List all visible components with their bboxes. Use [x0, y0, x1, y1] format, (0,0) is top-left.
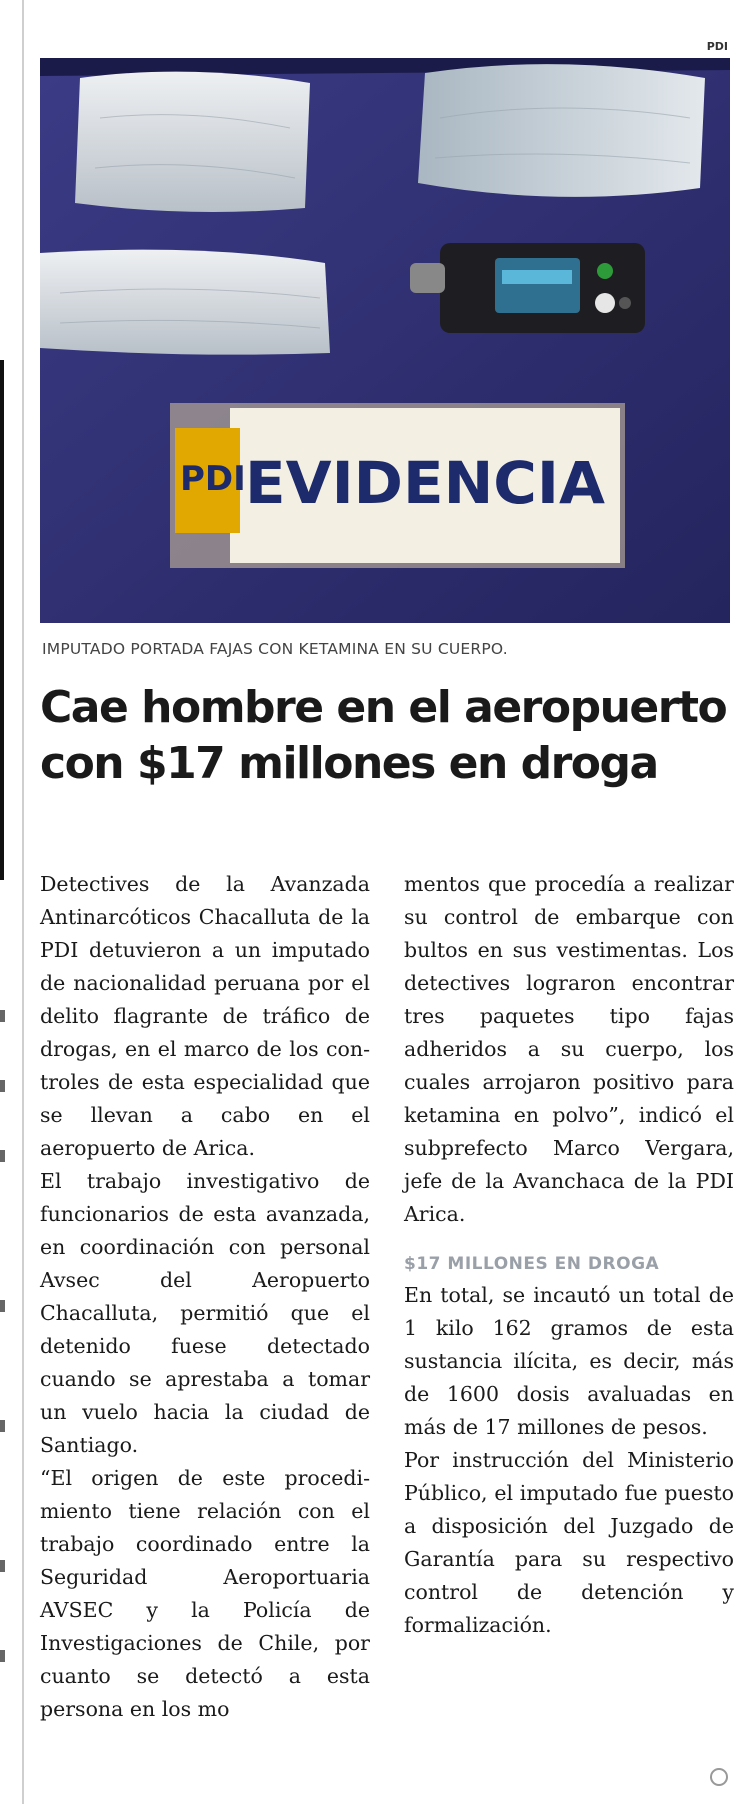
sign-evidencia-text: EVIDENCIA — [245, 449, 606, 517]
detector-device — [410, 243, 645, 333]
packet-1 — [75, 72, 310, 212]
section-subhead: $17 MILLONES EN DROGA — [404, 1254, 660, 1274]
article-column-2 — [404, 868, 734, 1642]
paragraph: En total, se incautó un total de 1 kilo 162 gramos de esta sustancia ilícita, es decir, más de 1600 dosis avaluadas en más de 17 millones de pesos. — [404, 1283, 734, 1439]
paragraph: mentos que procedía a realizar su control de embarque con bultos en sus vestimentas. Los detectives lograron encontrar tres paquetes tipo fajas adheridos a su cuerpo, los cuales arrojaron positivo para ketamina en polvo”, indicó el subprefecto Marco Vergara, jefe de la Avanchaca de la PDI Arica. — [404, 872, 734, 1226]
photo-credit: PDI — [706, 40, 728, 53]
packet-3 — [40, 250, 330, 355]
evidence-photo-illustration — [40, 58, 730, 623]
article-column-1 — [40, 868, 370, 1726]
headline-line-2: con $17 millones en droga — [40, 738, 658, 789]
end-of-article-icon — [710, 1768, 728, 1786]
paragraph: El trabajo investigativo de funcionarios de esta avanzada, en coordinación con personal Avsec del Aeropuerto Chacalluta, permitió que el detenido fuese detectado cuando se aprestaba a tomar un vuelo hacia la ciudad de Santiago. — [40, 1169, 370, 1457]
column-rule — [22, 0, 24, 1804]
paragraph: Detectives de la Avanzada Antinarcóticos Chacalluta de la PDI detuvieron a un imputado de nacionalidad peruana por el delito flagrante de tráfico de drogas, en el marco de los controles de esta especialidad que se llevan a cabo en el aeropuerto de Arica. — [40, 872, 370, 1160]
paragraph: “El origen de este procedimiento tiene relación con el trabajo coordinado entre la Seguridad Aeroportuaria AVSEC y la Policía de Investigaciones de Chile, por cuanto se detectó a esta persona en los mo — [40, 1466, 370, 1721]
sign-pdi-text: PDI — [180, 459, 246, 499]
headline-line-1: Cae hombre en el aeropuerto — [40, 682, 727, 733]
paragraph: Por instrucción del Ministerio Público, el imputado fue puesto a disposición del Juzgado de Garantía para su respectivo control de detención y formalización. — [404, 1448, 734, 1637]
evidence-sign — [170, 403, 625, 568]
news-photo — [40, 58, 730, 623]
headline — [40, 680, 740, 792]
photo-caption: IMPUTADO PORTADA FAJAS CON KETAMINA EN SU CUERPO. — [42, 640, 508, 658]
packet-2 — [418, 64, 705, 197]
adjacent-column-edge — [0, 360, 4, 880]
